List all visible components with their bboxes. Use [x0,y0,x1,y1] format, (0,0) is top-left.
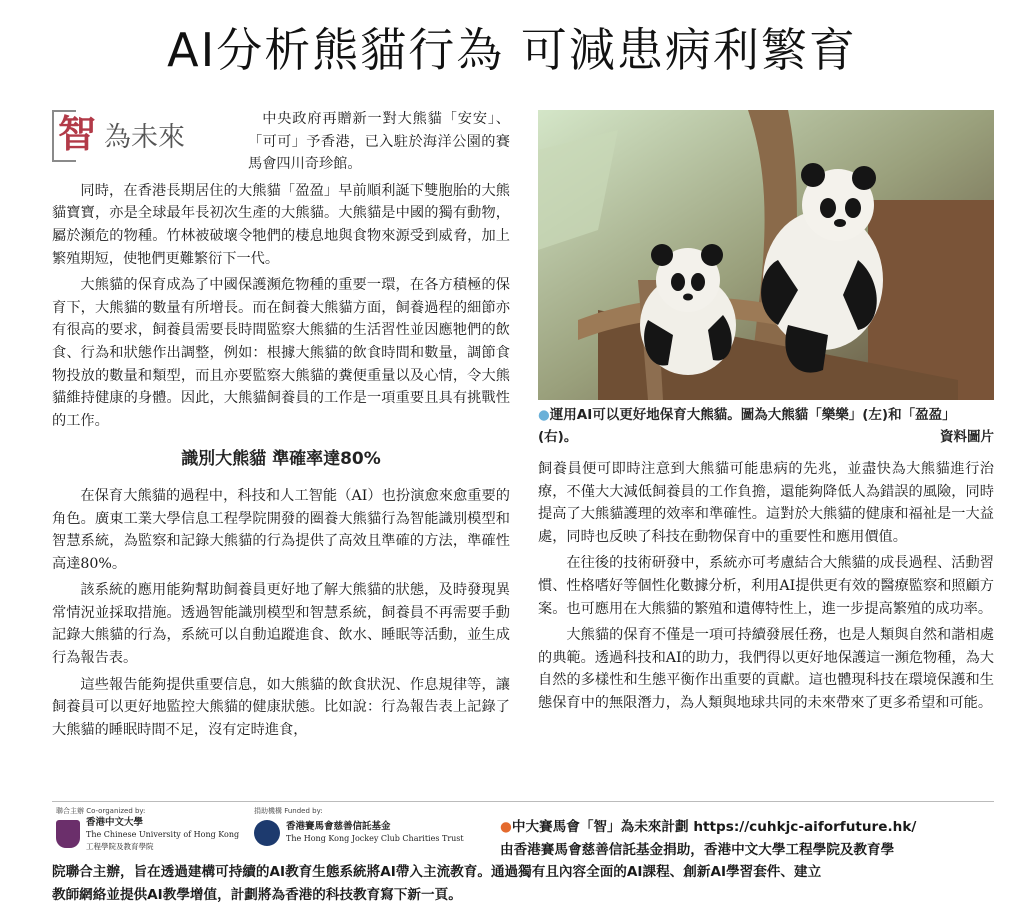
hkjc-name-zh: 香港賽馬會慈善信託基金 [286,821,391,832]
program-title-link[interactable]: 中大賽馬會「智」為未來計劃 https://cuhkjc-aiforfuture.hk/ [511,819,917,835]
cuhk-faculty: 工程學院及教育學院 [86,842,154,851]
caption-bullet-icon: ● [538,407,550,423]
paragraph: 同時，在香港長期居住的大熊貓「盈盈」早前順利誕下雙胞胎的大熊貓寶寶，亦是全球最年長初次生產的大熊貓。大熊貓是中國的獨有動物，屬於瀕危的物種。竹林被破壞令牠們的棲息地與食物來源受到威脅，加上繁殖期短，使牠們更難繁衍下一代。 [52,182,510,267]
cuhk-name-zh: 香港中文大學 [86,817,144,828]
paragraph: 大熊貓的保育不僅是一項可持續發展任務，也是人類與自然和諧相處的典範。透過科技和AI的助力，我們得以更好地保護這一瀕危物種，為大自然的多樣性和生態平衡作出重要的貢獻。這也體現科技在環境保護和生態保育中的無限潛力，為人類與地球共同的未來帶來了更多希望和可能。 [538,627,994,711]
paragraph: 飼養員便可即時注意到大熊貓可能患病的先兆，並盡快為大熊貓進行治療，不僅大大減低飼養員的工作負擔，還能夠降低人為錯誤的風險，同時提高了大熊貓護理的效率和準確性。這對於大熊貓的健康和福祉是一大益處，同時也反映了科技在動物保育中的重要性和應用價值。 [538,461,994,545]
funder-block [254,806,474,843]
program-line-3: 院聯合主辦，旨在透過建構可持續的AI教育生態系統將AI帶入主流教育。通過獨有且內容全面的AI課程、創新AI學習套件、建立 [52,864,822,880]
caption-text: 運用AI可以更好地保育大熊貓。圖為大熊貓「樂樂」(左)和「盈盈」(右)。 [538,407,956,445]
funder-label: 捐助機構 Funded by: [254,807,323,815]
photo-caption [538,404,994,448]
paragraph: 這些報告能夠提供重要信息，如大熊貓的飲食狀況、作息規律等，讓飼養員可以更好地監控大熊貓的健康狀態。比如說：行為報告表上記錄了大熊貓的睡眠時間不足，沒有定時進食， [52,676,510,738]
headline: AI分析熊貓行為 可減患病利繁育 [167,23,857,77]
photo-credit: 資料圖片 [940,429,994,445]
hkjc-name-en: The Hong Kong Jockey Club Charities Trust [286,834,464,843]
panda-photo [538,110,994,400]
coorganizer-block [56,806,256,851]
logo-zhi-char: 智 [58,111,97,156]
paragraph: 大熊貓的保育成為了中國保護瀕危物種的重要一環，在各方積極的保育下，大熊貓的數量有所增長。而在飼養大熊貓方面，飼養過程的細節亦有很高的要求，飼養員需要長時間監察大熊貓的生活習性並因應牠們的飲食、行為和狀態作出調整，例如：根據大熊貓的飲食時間和數量，調節食物投放的數量和類型，而且亦要監察大熊貓的糞便重量以及心情，令大熊貓維持健康的身體。因此，大熊貓飼養員的工作是一項重要且具有挑戰性的工作。 [52,277,510,429]
program-line [52,816,997,839]
paragraph: 在往後的技術研發中，系統亦可考慮結合大熊貓的成長過程、活動習慣、性格嗜好等個性化數據分析，利用AI提供更有效的醫療監察和照顧方案。也可應用在大熊貓的繁殖和遺傳特性上，進一步提高繁殖的成功率。 [538,555,994,617]
subheading: 識別大熊貓 準確率達80% [181,449,381,470]
right-column [538,458,994,719]
panda-illustration [538,110,994,400]
program-line-2: 由香港賽馬會慈善信託基金捐助，香港中文大學工程學院及教育學 [500,841,895,858]
intro-paragraph: 中央政府再贈新一對大熊貓「安安」、「可可」予香港，已入駐於海洋公園的賽馬會四川奇珍館。 [248,111,510,173]
program-description [52,816,997,906]
logo-text: 為未來 [104,122,185,153]
column-logo [52,108,240,170]
paragraph: 在保育大熊貓的過程中，科技和人工智能（AI）也扮演愈來愈重要的角色。廣東工業大學信息工程學院開發的圈養大熊貓行為智能識別模型和智慧系統，為監察和記錄大熊貓的行為提供了高效且準確的方法，準確性高達80%。 [52,487,510,572]
program-line-4: 教師網絡並提供AI教學增值，計劃將為香港的科技教育寫下新一頁。 [52,886,462,903]
program-bullet-icon: ● [500,819,512,835]
cuhk-name-en: The Chinese University of Hong Kong [86,830,240,839]
left-column [52,108,510,745]
coorganizer-label: 聯合主辦 Co-organized by: [56,807,146,815]
paragraph: 該系統的應用能夠幫助飼養員更好地了解大熊貓的狀態，及時發現異常情況並採取措施。透過智能識別模型和智慧系統，飼養員不再需要手動記錄大熊貓的行為，系統可以自動追蹤進食、飲水、睡眠等活動，並生成行為報告表。 [52,582,510,667]
footer-divider [52,801,994,802]
